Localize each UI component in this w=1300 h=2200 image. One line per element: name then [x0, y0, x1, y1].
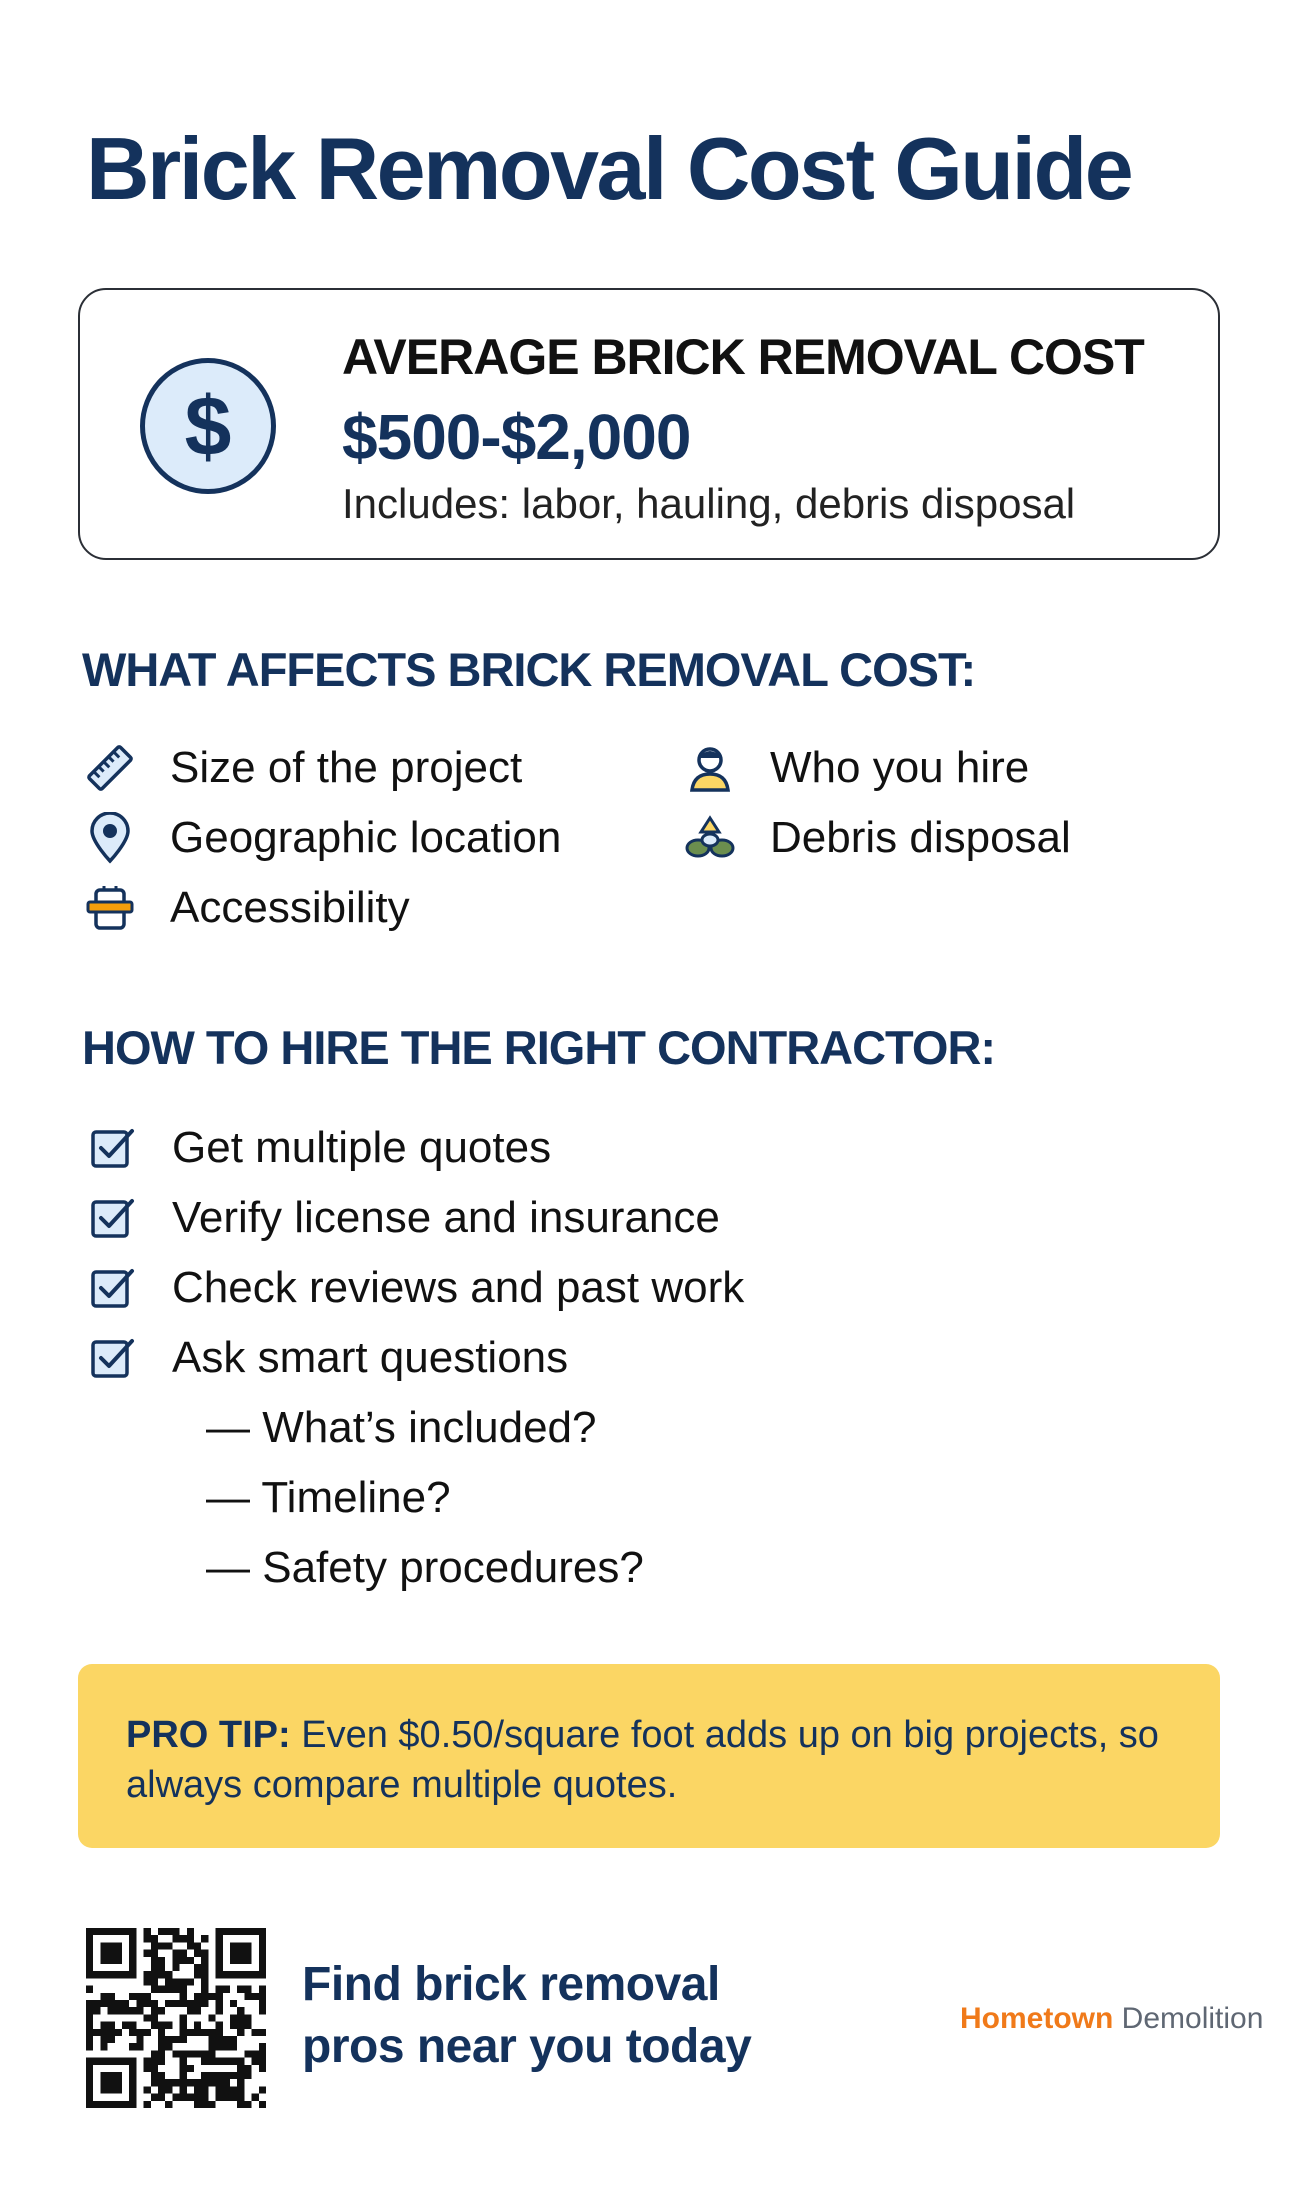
pro-tip-text: Even $0.50/square foot adds up on big projects, so always compare multiple quotes.: [126, 1714, 1159, 1806]
hiring-step: [88, 1328, 569, 1388]
brand-logo: [960, 2002, 1263, 2036]
hiring-step: [88, 1118, 552, 1178]
ruler-icon: [82, 740, 138, 796]
factor-label: Accessibility: [170, 883, 410, 932]
checkbox-icon: [88, 1123, 138, 1173]
cta-line-1: Find brick removal: [302, 1958, 720, 2011]
factor-label: Debris disposal: [770, 813, 1071, 862]
barrier-icon: [82, 880, 138, 936]
question-item: — Timeline?: [206, 1473, 451, 1522]
hiring-step-label: Check reviews and past work: [172, 1263, 745, 1312]
hiring-step: [88, 1188, 720, 1248]
factor-item: [682, 738, 1030, 798]
hiring-step-label: Ask smart questions: [172, 1333, 569, 1382]
hiring-heading: HOW TO HIRE THE RIGHT CONTRACTOR:: [82, 1021, 996, 1074]
average-cost-card: [78, 288, 1220, 560]
worker-icon: [682, 740, 738, 796]
question-item: — Safety procedures?: [206, 1543, 644, 1592]
factor-item: [682, 808, 1071, 868]
checkbox-icon: [88, 1263, 138, 1313]
average-cost-label: AVERAGE BRICK REMOVAL COST: [342, 329, 1144, 385]
factor-item: [82, 738, 523, 798]
pro-tip-label: PRO TIP:: [126, 1714, 291, 1756]
dollar-icon: $: [140, 358, 276, 494]
page-title: Brick Removal Cost Guide: [86, 119, 1132, 218]
question-item: — What’s included?: [206, 1403, 597, 1452]
qr-code[interactable]: [86, 1928, 266, 2108]
pro-tip-box: [78, 1664, 1220, 1848]
hiring-step-label: Verify license and insurance: [172, 1193, 720, 1242]
factor-item: [82, 808, 562, 868]
brand-name-part-2: Demolition: [1121, 2002, 1264, 2035]
factor-label: Size of the project: [170, 743, 523, 792]
hiring-step: [88, 1258, 745, 1318]
cta-text: [302, 1954, 751, 2078]
factor-item: [82, 878, 410, 938]
hiring-step-label: Get multiple quotes: [172, 1123, 552, 1172]
debris-pile-icon: [682, 810, 738, 866]
brand-name-part-1: Hometown: [960, 2002, 1114, 2035]
cta-line-2: pros near you today: [302, 2020, 752, 2073]
map-pin-icon: [82, 810, 138, 866]
factors-heading: WHAT AFFECTS BRICK REMOVAL COST:: [82, 643, 976, 696]
factor-label: Geographic location: [170, 813, 562, 862]
checkbox-icon: [88, 1333, 138, 1383]
factor-label: Who you hire: [770, 743, 1030, 792]
average-cost-includes: Includes: labor, hauling, debris disposal: [342, 480, 1076, 527]
average-cost-range: $500-$2,000: [342, 401, 691, 473]
checkbox-icon: [88, 1193, 138, 1243]
